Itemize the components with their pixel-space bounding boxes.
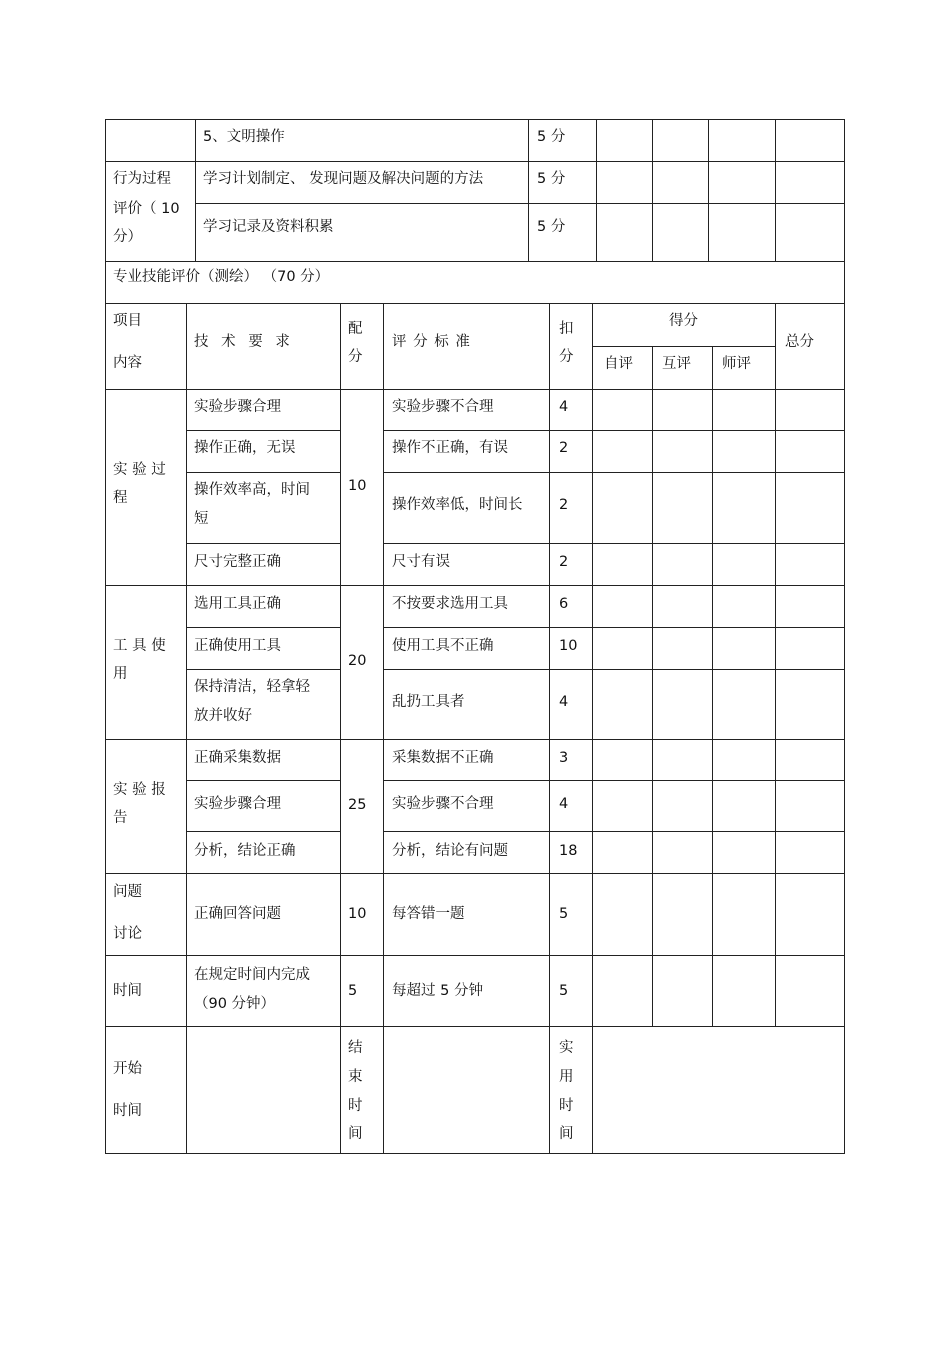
table-row-deduct bbox=[549, 585, 593, 628]
req-text-line2: 短 bbox=[194, 511, 209, 527]
actual-time-char3: 时 bbox=[559, 1098, 574, 1114]
header-points-line1: 配 bbox=[348, 321, 363, 337]
header-criteria-text: 评 分 标 准 bbox=[392, 334, 470, 350]
end-time-char2: 束 bbox=[348, 1069, 363, 1085]
end-time-value[interactable] bbox=[383, 1026, 550, 1154]
req-text: 实验步骤合理 bbox=[194, 796, 281, 812]
cell-record-points bbox=[528, 203, 597, 262]
score-peer bbox=[652, 873, 713, 956]
cell-civil-item bbox=[195, 119, 529, 162]
deduct-text: 2 bbox=[559, 497, 569, 513]
req-text: 选用工具正确 bbox=[194, 596, 281, 612]
discussion-label bbox=[105, 873, 187, 956]
plan-points-text: 5 分 bbox=[537, 171, 566, 187]
table-row-deduct bbox=[549, 669, 593, 740]
score-peer bbox=[652, 831, 713, 874]
header-deduct bbox=[549, 303, 593, 390]
header-total bbox=[775, 303, 845, 390]
score-teacher bbox=[712, 955, 776, 1027]
cell-blank bbox=[708, 161, 776, 204]
table-row-deduct bbox=[549, 543, 593, 586]
group-label-line2: 用 bbox=[113, 666, 128, 682]
end-time-label bbox=[340, 1026, 384, 1154]
crit-text: 每答错一题 bbox=[392, 906, 465, 922]
score-self bbox=[592, 780, 653, 832]
deduct-text: 3 bbox=[559, 750, 569, 766]
record-points-text: 5 分 bbox=[537, 219, 566, 235]
group-points bbox=[340, 389, 384, 586]
start-time-line1: 开始 bbox=[113, 1061, 142, 1077]
crit-text: 不按要求选用工具 bbox=[392, 596, 508, 612]
civil-points-text: 5 分 bbox=[537, 129, 566, 145]
actual-time-char4: 间 bbox=[559, 1126, 574, 1142]
cell-blank bbox=[775, 119, 845, 162]
start-time-value[interactable] bbox=[186, 1026, 341, 1154]
header-item bbox=[105, 303, 187, 390]
table-row-deduct bbox=[549, 739, 593, 781]
score-teacher bbox=[712, 739, 776, 781]
req-text: 分析，结论正确 bbox=[194, 843, 296, 859]
crit-text: 使用工具不正确 bbox=[392, 638, 494, 654]
cell-record-item bbox=[195, 203, 529, 262]
group-points bbox=[340, 739, 384, 874]
req-text-line2: （90 分钟） bbox=[194, 996, 276, 1012]
score-total bbox=[775, 955, 845, 1027]
actual-time-label bbox=[549, 1026, 593, 1154]
cell-plan-item bbox=[195, 161, 529, 204]
crit-text: 乱扔工具者 bbox=[392, 694, 465, 710]
deduct-text: 4 bbox=[559, 796, 569, 812]
table-row-crit bbox=[383, 873, 550, 956]
header-deduct-line1: 扣 bbox=[559, 321, 574, 337]
table-row-req bbox=[186, 627, 341, 670]
score-self bbox=[592, 739, 653, 781]
score-teacher bbox=[712, 669, 776, 740]
table-row-crit bbox=[383, 543, 550, 586]
score-total bbox=[775, 739, 845, 781]
header-requirement bbox=[186, 303, 341, 390]
score-total bbox=[775, 430, 845, 473]
header-self bbox=[592, 346, 653, 390]
score-teacher bbox=[712, 873, 776, 956]
table-row-req bbox=[186, 739, 341, 781]
table-row-req bbox=[186, 780, 341, 832]
cell-blank bbox=[596, 119, 653, 162]
table-row-req bbox=[186, 955, 341, 1027]
actual-time-value[interactable] bbox=[592, 1026, 845, 1154]
req-text: 实验步骤合理 bbox=[194, 399, 281, 415]
header-criteria bbox=[383, 303, 550, 390]
crit-text: 尺寸有误 bbox=[392, 554, 450, 570]
score-peer bbox=[652, 669, 713, 740]
score-peer bbox=[652, 780, 713, 832]
req-text: 正确采集数据 bbox=[194, 750, 281, 766]
req-text-line1: 保持清洁，轻拿轻 bbox=[194, 679, 310, 695]
table-row-deduct bbox=[549, 831, 593, 874]
score-total bbox=[775, 669, 845, 740]
time-label bbox=[105, 955, 187, 1027]
table-row-req bbox=[186, 472, 341, 544]
header-item-line2: 内容 bbox=[113, 355, 142, 371]
table-row-req bbox=[186, 585, 341, 628]
cell-blank bbox=[775, 161, 845, 204]
process-eval-line2: 评价（ 10 bbox=[113, 201, 180, 217]
deduct-text: 6 bbox=[559, 596, 569, 612]
score-teacher bbox=[712, 780, 776, 832]
req-text: 操作正确，无误 bbox=[194, 440, 296, 456]
group-points-text: 10 bbox=[348, 906, 367, 922]
header-deduct-line2: 分 bbox=[559, 349, 574, 365]
group-points bbox=[340, 955, 384, 1027]
header-total-text: 总分 bbox=[785, 334, 814, 350]
score-total bbox=[775, 389, 845, 431]
score-total bbox=[775, 627, 845, 670]
score-peer bbox=[652, 389, 713, 431]
table-row-req bbox=[186, 543, 341, 586]
section-title: 专业技能评价（测绘） （70 分） bbox=[113, 269, 330, 285]
crit-text: 分析，结论有问题 bbox=[392, 843, 508, 859]
table-row-req bbox=[186, 873, 341, 956]
table-row-req bbox=[186, 831, 341, 874]
table-row-crit bbox=[383, 627, 550, 670]
cell-civil-points bbox=[528, 119, 597, 162]
crit-text: 实验步骤不合理 bbox=[392, 399, 494, 415]
header-teacher-text: 师评 bbox=[722, 356, 751, 372]
table-row-req bbox=[186, 669, 341, 740]
header-peer bbox=[652, 346, 713, 390]
score-self bbox=[592, 873, 653, 956]
table-row-deduct bbox=[549, 780, 593, 832]
score-peer bbox=[652, 955, 713, 1027]
score-self bbox=[592, 389, 653, 431]
section-title-cell bbox=[105, 261, 845, 304]
crit-text: 采集数据不正确 bbox=[392, 750, 494, 766]
crit-text: 实验步骤不合理 bbox=[392, 796, 494, 812]
table-row-req bbox=[186, 389, 341, 431]
discussion-label-line1: 问题 bbox=[113, 884, 142, 900]
cell-blank bbox=[708, 119, 776, 162]
table-row-crit bbox=[383, 389, 550, 431]
group-points-text: 5 bbox=[348, 983, 358, 999]
score-teacher bbox=[712, 472, 776, 544]
group-label bbox=[105, 585, 187, 740]
deduct-text: 4 bbox=[559, 694, 569, 710]
table-row-crit bbox=[383, 739, 550, 781]
crit-text: 操作效率低，时间长 bbox=[392, 497, 523, 513]
header-item-line1: 项目 bbox=[113, 313, 142, 329]
time-label-text: 时间 bbox=[113, 983, 142, 999]
group-label bbox=[105, 739, 187, 874]
group-label-line2: 程 bbox=[113, 490, 128, 506]
table-row-deduct bbox=[549, 873, 593, 956]
req-text-line1: 在规定时间内完成 bbox=[194, 967, 310, 983]
cell-blank bbox=[652, 119, 709, 162]
group-label-line2: 告 bbox=[113, 810, 128, 826]
end-time-char4: 间 bbox=[348, 1126, 363, 1142]
table-row-deduct bbox=[549, 627, 593, 670]
req-text-line2: 放并收好 bbox=[194, 708, 252, 724]
header-peer-text: 互评 bbox=[662, 356, 691, 372]
group-points-text: 20 bbox=[348, 653, 367, 669]
cell-blank bbox=[708, 203, 776, 262]
end-time-char3: 时 bbox=[348, 1098, 363, 1114]
header-self-text: 自评 bbox=[604, 356, 633, 372]
cell-blank bbox=[652, 161, 709, 204]
table-row-req bbox=[186, 430, 341, 473]
header-teacher bbox=[712, 346, 776, 390]
table-row-deduct bbox=[549, 430, 593, 473]
table-row-crit bbox=[383, 955, 550, 1027]
deduct-text: 2 bbox=[559, 440, 569, 456]
score-total bbox=[775, 780, 845, 832]
start-time-line2: 时间 bbox=[113, 1103, 142, 1119]
score-teacher bbox=[712, 389, 776, 431]
cell-blank bbox=[775, 203, 845, 262]
score-teacher bbox=[712, 543, 776, 586]
table-row-crit bbox=[383, 472, 550, 544]
group-label-line1: 工 具 使 bbox=[113, 638, 166, 654]
crit-text: 每超过 5 分钟 bbox=[392, 983, 483, 999]
discussion-label-line2: 讨论 bbox=[113, 926, 142, 942]
score-self bbox=[592, 669, 653, 740]
score-teacher bbox=[712, 430, 776, 473]
deduct-text: 4 bbox=[559, 399, 569, 415]
score-self bbox=[592, 627, 653, 670]
table-row-crit bbox=[383, 430, 550, 473]
cell-plan-points bbox=[528, 161, 597, 204]
cell-blank bbox=[596, 203, 653, 262]
table-row-crit bbox=[383, 780, 550, 832]
header-score-text: 得分 bbox=[669, 313, 698, 329]
score-teacher bbox=[712, 627, 776, 670]
score-total bbox=[775, 472, 845, 544]
header-score bbox=[592, 303, 776, 347]
group-points-text: 10 bbox=[348, 478, 367, 494]
group-label bbox=[105, 389, 187, 586]
score-peer bbox=[652, 739, 713, 781]
table-row-crit bbox=[383, 585, 550, 628]
score-peer bbox=[652, 430, 713, 473]
table-row-deduct bbox=[549, 472, 593, 544]
score-total bbox=[775, 543, 845, 586]
req-text: 正确回答问题 bbox=[194, 906, 281, 922]
req-text: 正确使用工具 bbox=[194, 638, 281, 654]
cell-blank bbox=[652, 203, 709, 262]
score-self bbox=[592, 543, 653, 586]
record-item-text: 学习记录及资料积累 bbox=[203, 219, 334, 235]
deduct-text: 2 bbox=[559, 554, 569, 570]
score-total bbox=[775, 873, 845, 956]
deduct-text: 18 bbox=[559, 843, 578, 859]
group-points bbox=[340, 873, 384, 956]
table-row-crit bbox=[383, 669, 550, 740]
header-requirement-text: 技 术 要 求 bbox=[194, 334, 290, 350]
req-text-line1: 操作效率高，时间 bbox=[194, 482, 310, 498]
table-row-deduct bbox=[549, 955, 593, 1027]
cell-blank bbox=[596, 161, 653, 204]
deduct-text: 5 bbox=[559, 983, 569, 999]
score-self bbox=[592, 585, 653, 628]
score-peer bbox=[652, 543, 713, 586]
score-total bbox=[775, 831, 845, 874]
header-points-line2: 分 bbox=[348, 349, 363, 365]
score-peer bbox=[652, 472, 713, 544]
actual-time-char1: 实 bbox=[559, 1040, 574, 1056]
plan-item-text: 学习计划制定、 发现问题及解决问题的方法 bbox=[203, 171, 484, 187]
process-eval-line3: 分） bbox=[113, 229, 142, 245]
score-teacher bbox=[712, 831, 776, 874]
end-time-char1: 结 bbox=[348, 1040, 363, 1056]
deduct-text: 5 bbox=[559, 906, 569, 922]
score-teacher bbox=[712, 585, 776, 628]
start-time-label bbox=[105, 1026, 187, 1154]
civil-item-text: 5、文明操作 bbox=[203, 129, 285, 145]
score-peer bbox=[652, 627, 713, 670]
score-self bbox=[592, 955, 653, 1027]
header-points bbox=[340, 303, 384, 390]
group-points bbox=[340, 585, 384, 740]
score-self bbox=[592, 831, 653, 874]
actual-time-char2: 用 bbox=[559, 1069, 574, 1085]
table-row-deduct bbox=[549, 389, 593, 431]
score-total bbox=[775, 585, 845, 628]
group-label-line1: 实 验 报 bbox=[113, 782, 166, 798]
table-row-crit bbox=[383, 831, 550, 874]
score-peer bbox=[652, 585, 713, 628]
cell-empty bbox=[105, 119, 196, 162]
process-eval-line1: 行为过程 bbox=[113, 171, 171, 187]
deduct-text: 10 bbox=[559, 638, 578, 654]
group-points-text: 25 bbox=[348, 797, 367, 813]
score-self bbox=[592, 472, 653, 544]
crit-text: 操作不正确，有误 bbox=[392, 440, 508, 456]
score-self bbox=[592, 430, 653, 473]
group-label-line1: 实 验 过 bbox=[113, 462, 166, 478]
req-text: 尺寸完整正确 bbox=[194, 554, 281, 570]
cell-process-eval-label bbox=[105, 161, 196, 262]
